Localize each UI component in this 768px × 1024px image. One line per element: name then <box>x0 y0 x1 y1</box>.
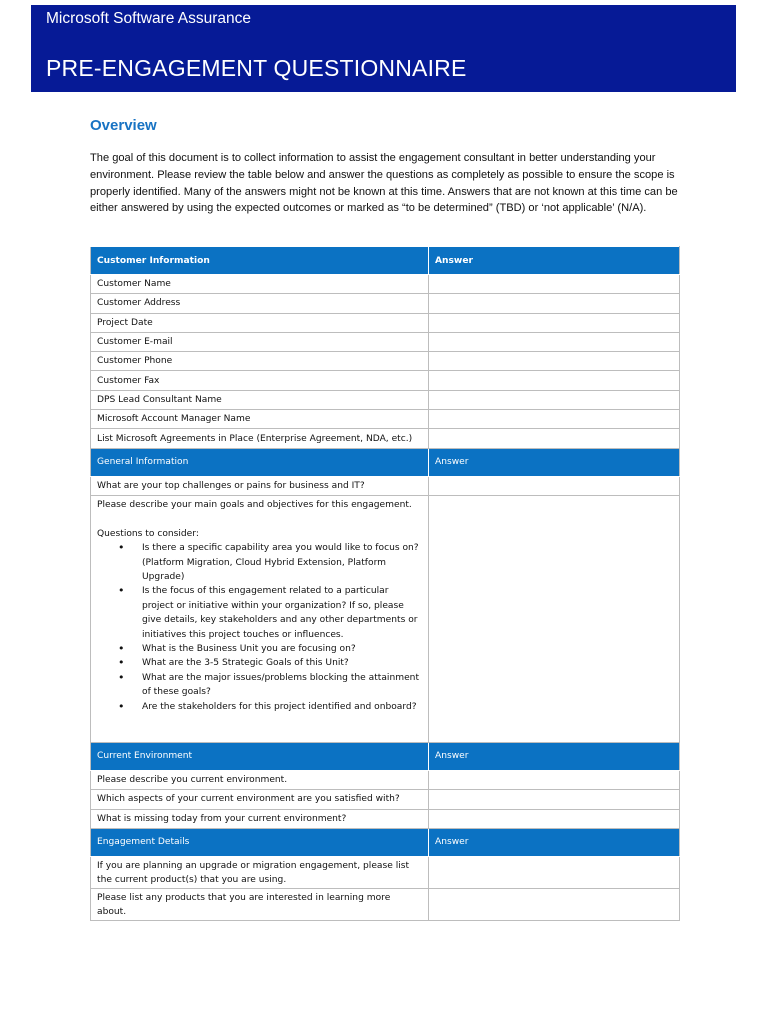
table-row <box>91 390 680 409</box>
question-cell: Customer E-mail <box>91 332 429 351</box>
goals-intro: Please describe your main goals and objectives for this engagement. <box>97 499 412 510</box>
answer-cell[interactable] <box>429 856 680 888</box>
section-header: Customer Information <box>91 247 429 275</box>
table-row <box>91 790 680 809</box>
question-cell: Customer Name <box>91 275 429 294</box>
table-row <box>91 294 680 313</box>
question-cell: Which aspects of your current environment are you satisfied with? <box>91 790 429 809</box>
table-row <box>91 410 680 429</box>
question-cell: What are your top challenges or pains for business and IT? <box>91 476 429 495</box>
answer-header: Answer <box>429 828 680 856</box>
answer-cell[interactable] <box>429 371 680 390</box>
question-cell: Please list any products that you are interested in learning more about. <box>91 888 429 920</box>
question-cell: List Microsoft Agreements in Place (Enterprise Agreement, NDA, etc.) <box>91 429 429 448</box>
brand-name: Microsoft Software Assurance <box>46 10 252 27</box>
answer-header: Answer <box>429 448 680 476</box>
question-cell: Microsoft Account Manager Name <box>91 410 429 429</box>
answer-cell[interactable] <box>429 790 680 809</box>
answer-cell[interactable] <box>429 495 680 742</box>
document-title: PRE-ENGAGEMENT QUESTIONNAIRE <box>46 55 467 81</box>
current-env-header-row <box>91 742 680 770</box>
answer-cell[interactable] <box>429 275 680 294</box>
question-cell: Customer Fax <box>91 371 429 390</box>
answer-cell[interactable] <box>429 429 680 448</box>
answer-cell[interactable] <box>429 390 680 409</box>
section-header: General Information <box>91 448 429 476</box>
questionnaire-table <box>90 246 680 921</box>
table-row <box>91 275 680 294</box>
list-item: • Is there a specific capability area you would like to focus on? (Platform Migration, Cloud Hybrid Extension, Platform Upgrade) <box>142 541 422 584</box>
overview-heading: Overview <box>90 117 157 134</box>
list-item: • What is the Business Unit you are focusing on? <box>142 642 422 656</box>
answer-cell[interactable] <box>429 809 680 828</box>
table-row <box>91 888 680 920</box>
question-cell: Project Date <box>91 313 429 332</box>
header-banner <box>31 5 736 92</box>
table-row <box>91 371 680 390</box>
question-cell: Customer Phone <box>91 352 429 371</box>
general-info-header-row <box>91 448 680 476</box>
questions-to-consider: Questions to consider: <box>97 528 199 539</box>
answer-cell[interactable] <box>429 888 680 920</box>
question-cell: If you are planning an upgrade or migration engagement, please list the current product(s) that you are using. <box>91 856 429 888</box>
list-item: • Is the focus of this engagement related to a particular project or initiative within your organization? If so, please give details, key stakeholders and any other departments or initiatives this project touches or influences. <box>142 584 422 642</box>
answer-cell[interactable] <box>429 332 680 351</box>
answer-cell[interactable] <box>429 294 680 313</box>
answer-cell[interactable] <box>429 410 680 429</box>
table-row <box>91 495 680 742</box>
spacer <box>97 512 422 526</box>
table-row <box>91 352 680 371</box>
answer-header: Answer <box>429 247 680 275</box>
list-item: • Are the stakeholders for this project identified and onboard? <box>142 700 422 714</box>
table-row <box>91 856 680 888</box>
customer-info-header-row <box>91 247 680 275</box>
table-row <box>91 476 680 495</box>
engagement-header-row <box>91 828 680 856</box>
list-item: • What are the major issues/problems blocking the attainment of these goals? <box>142 671 422 700</box>
answer-cell[interactable] <box>429 313 680 332</box>
table-row <box>91 770 680 789</box>
answer-cell[interactable] <box>429 352 680 371</box>
section-header: Engagement Details <box>91 828 429 856</box>
overview-paragraph: The goal of this document is to collect information to assist the engagement consultant in better understanding your environment. Please review the table below and answer the questions as completely as possible to ensure the scope is properly identified. Many of the answers might not be known at this time. Answers that are not known at this time can be either answered by using the expected outcomes or marked as “to be determined” (TBD) or ‘not applicable’ (N/A). <box>90 152 678 215</box>
question-cell: DPS Lead Consultant Name <box>91 390 429 409</box>
question-cell: Please describe you current environment. <box>91 770 429 789</box>
goals-question-cell <box>91 495 429 742</box>
answer-cell[interactable] <box>429 476 680 495</box>
consider-list <box>97 541 422 714</box>
section-header: Current Environment <box>91 742 429 770</box>
answer-header: Answer <box>429 742 680 770</box>
table-row <box>91 313 680 332</box>
table-row <box>91 332 680 351</box>
list-item: • What are the 3-5 Strategic Goals of this Unit? <box>142 656 422 670</box>
table-row <box>91 809 680 828</box>
table-row <box>91 429 680 448</box>
question-cell: Customer Address <box>91 294 429 313</box>
question-cell: What is missing today from your current environment? <box>91 809 429 828</box>
answer-cell[interactable] <box>429 770 680 789</box>
